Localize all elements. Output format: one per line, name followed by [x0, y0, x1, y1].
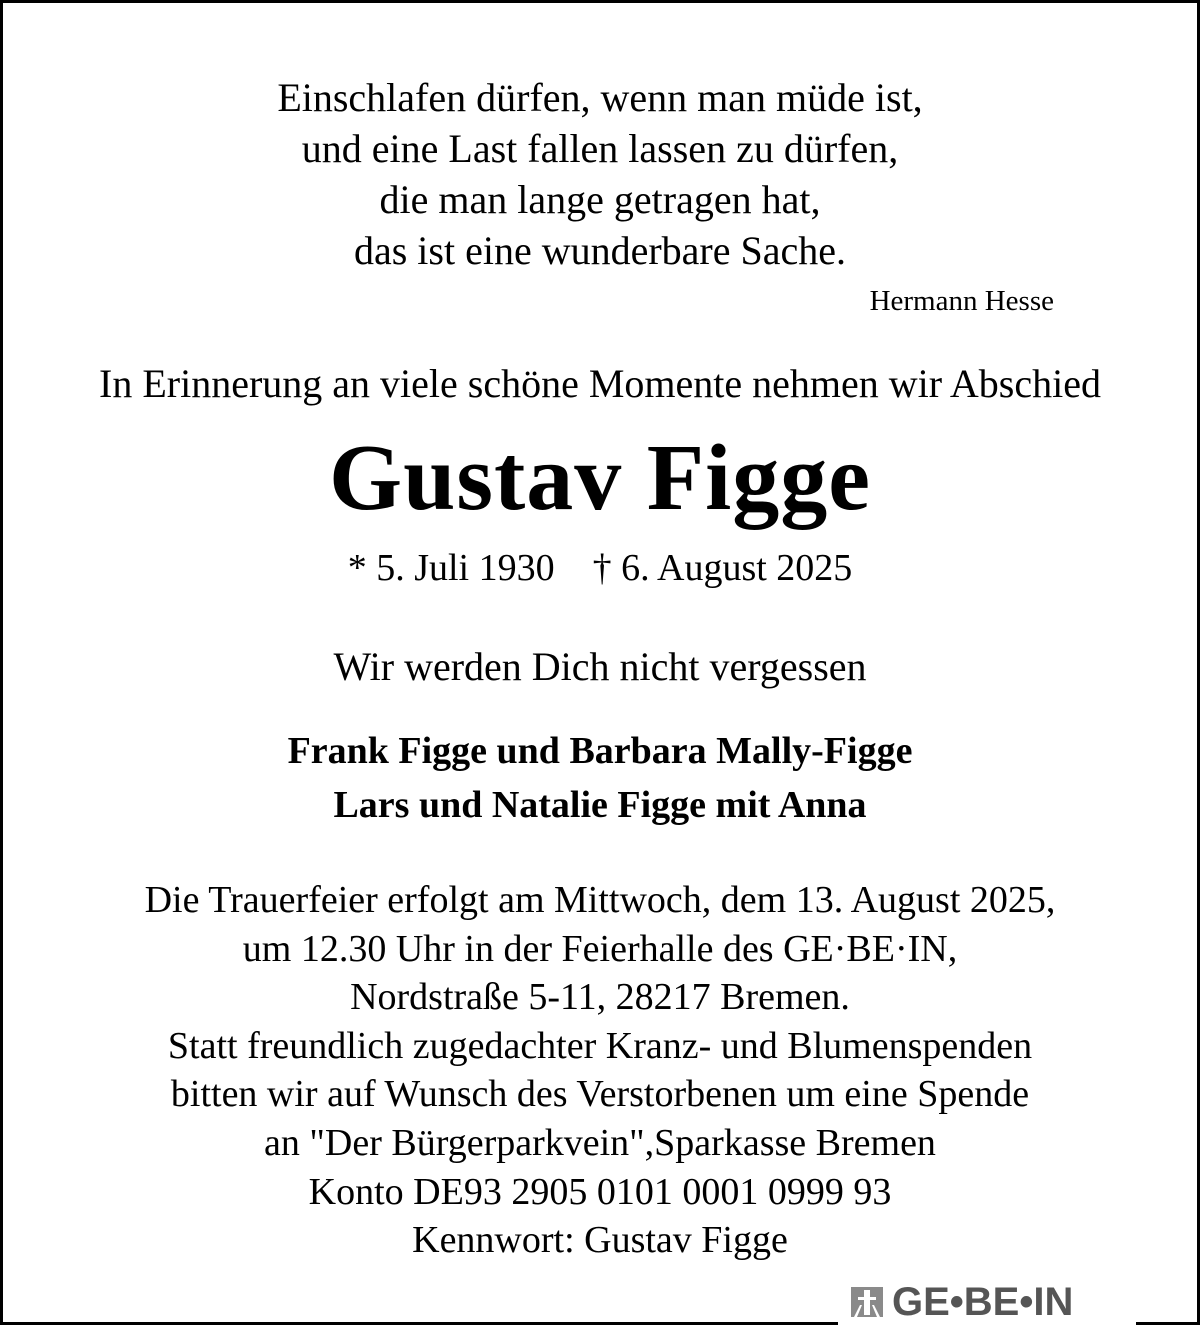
details-line: Die Trauerfeier erfolgt am Mittwoch, dem 13. August 2025,: [144, 879, 1056, 921]
details-line: an "Der Bürgerparkvein",Sparkasse Bremen: [264, 1121, 936, 1164]
details-line: bitten wir auf Wunsch des Verstorbenen um eine Spende: [170, 1073, 1030, 1116]
details-line: Statt freundlich zugedachter Kranz- und Blumenspenden: [167, 1024, 1033, 1067]
poem-line: die man lange getragen hat,: [379, 177, 821, 222]
family-line: Lars und Natalie Figge mit Anna: [333, 784, 867, 826]
intro-text: In Erinnerung an viele schöne Momente nehmen wir Abschied: [99, 361, 1101, 406]
details-line: Nordstraße 5-11, 28217 Bremen.: [350, 976, 850, 1019]
gebein-logo: [848, 1279, 1074, 1324]
gebein-logo-icon: [848, 1283, 886, 1321]
border-top: [0, 0, 1200, 3]
death-date: † 6. August 2025: [592, 547, 853, 589]
life-dates: [0, 546, 1200, 590]
poem-line: das ist eine wunderbare Sache.: [353, 228, 847, 273]
poem-line: und eine Last fallen lassen zu dürfen,: [301, 126, 899, 171]
farewell-text: Wir werden Dich nicht vergessen: [333, 644, 867, 689]
poem-line: Einschlafen dürfen, wenn man müde ist,: [277, 75, 923, 120]
birth-date: * 5. Juli 1930: [347, 547, 555, 589]
details-line: um 12.30 Uhr in der Feierhalle des GE·BE·IN,: [242, 927, 958, 970]
ceremony-details: [0, 876, 1200, 1265]
family-names: [0, 724, 1200, 832]
gebein-logo-text: GE•BE•IN: [892, 1279, 1074, 1324]
poem: [0, 72, 1200, 276]
family-line: Frank Figge und Barbara Mally-Figge: [287, 730, 913, 772]
details-line: Konto DE93 2905 0101 0001 0999 93: [308, 1170, 892, 1213]
deceased-name: Gustav Figge: [328, 426, 872, 530]
details-line: Kennwort: Gustav Figge: [412, 1219, 788, 1262]
poem-author: Hermann Hesse: [869, 285, 1054, 317]
